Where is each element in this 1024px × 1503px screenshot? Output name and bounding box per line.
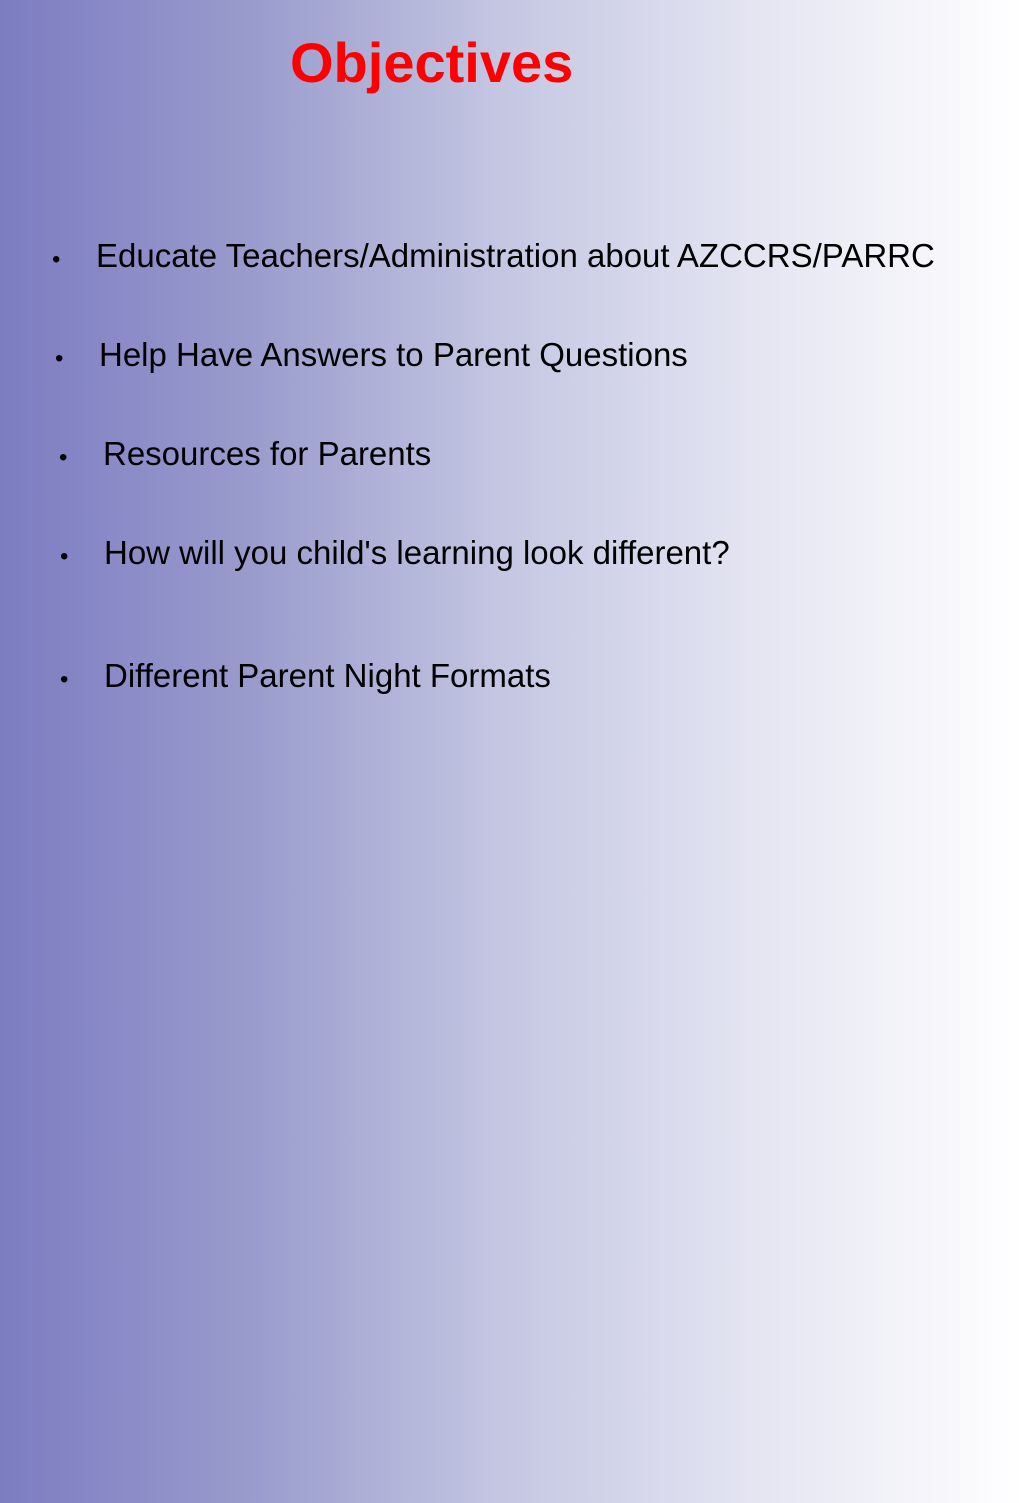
bullet-dot-icon: • [60, 666, 69, 693]
bullet-item [59, 434, 431, 478]
bullet-item [52, 236, 935, 280]
bullet-dot-icon: • [55, 345, 64, 372]
bullet-dot-icon: • [60, 543, 69, 570]
slide-title: Objectives [290, 31, 574, 94]
bullet-text: Help Have Answers to Parent Questions [99, 336, 688, 373]
bullet-item [60, 533, 730, 577]
bullet-item [60, 656, 551, 700]
bullet-dot-icon: • [52, 246, 61, 273]
bullet-item [55, 335, 688, 379]
bullet-text: How will you child's learning look different? [104, 534, 730, 571]
bullet-text: Educate Teachers/Administration about AZCCRS/PARRC [96, 237, 935, 274]
bullet-text: Different Parent Night Formats [104, 657, 551, 694]
bullet-dot-icon: • [59, 444, 68, 471]
bullet-text: Resources for Parents [103, 435, 432, 472]
